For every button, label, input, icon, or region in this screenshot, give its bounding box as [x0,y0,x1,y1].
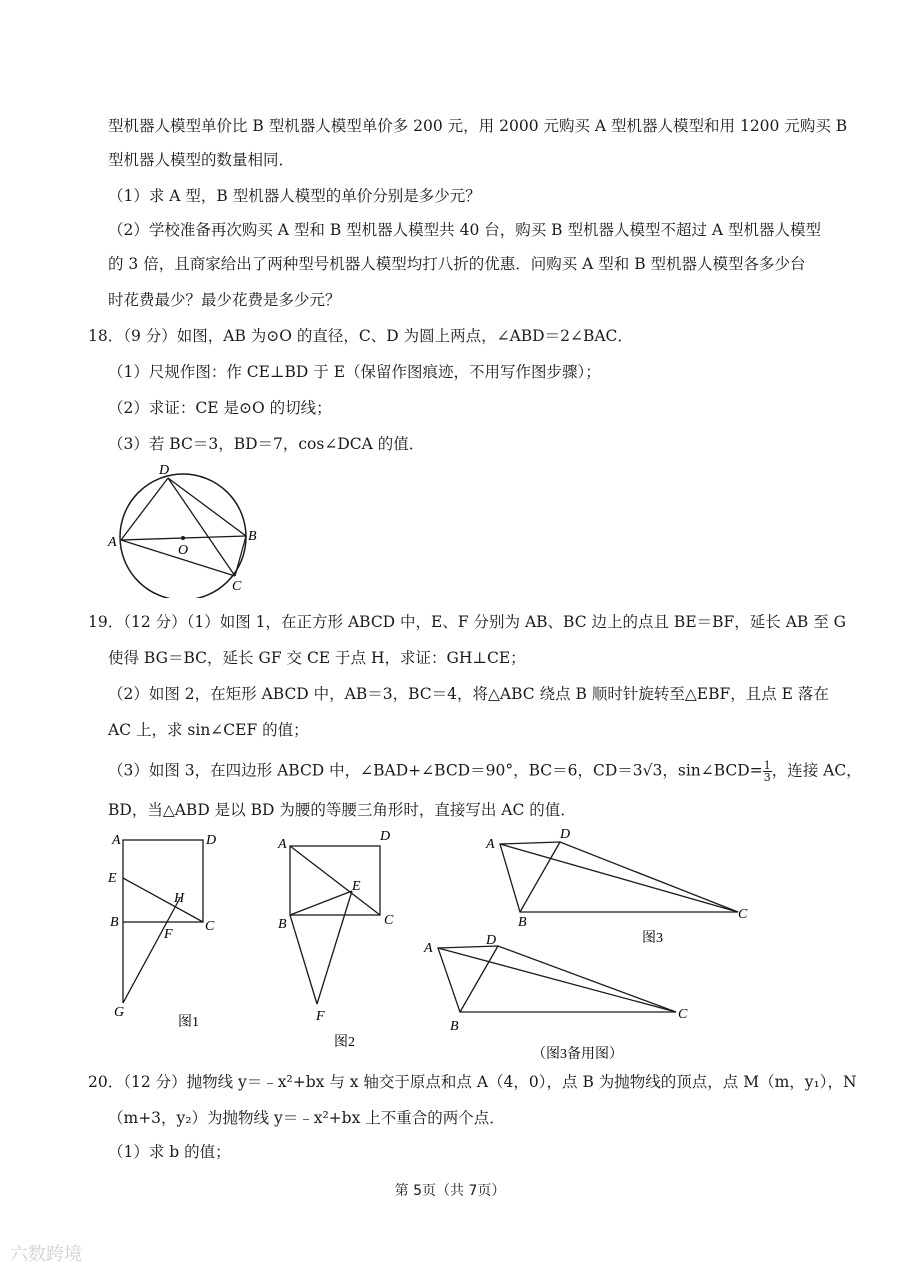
q17-part2-line1: （2）学校准备再次购买 A 型和 B 型机器人模型共 40 台，购买 B 型机器人模型不超过 A 型机器人模型 [108,221,822,239]
fig3-label-c: C [738,907,748,922]
fraction-numerator: 1 [763,759,771,772]
fig3-label-a: A [486,837,495,852]
fig2-label-e: E [352,879,361,894]
fig2-label-d: D [380,829,391,844]
q20-heading-line1: 20．（12 分）抛物线 y＝﹣x²+bx 与 x 轴交于原点和点 A（4，0），点 B 为抛物线的顶点，点 M（m，y₁），N [88,1073,857,1091]
q17-line2: 型机器人模型的数量相同． [108,151,295,169]
fig2-label-c: C [384,913,394,928]
fig1-label-c: C [205,919,215,934]
q17-line1: 型机器人模型单价比 B 型机器人模型单价多 200 元，用 2000 元购买 A 型机器人模型和用 1200 元购买 B [108,117,848,135]
fig18-label-b: B [248,529,257,544]
q18-circle-figure [100,458,270,598]
q19-part3-line2: BD，当△ABD 是以 BD 为腰的等腰三角形时，直接写出 AC 的值． [108,801,576,819]
fig1-label-h: H [174,891,185,906]
fig2-label-f: F [316,1009,325,1024]
page-footer: 第 5页（共 7页） [394,1183,506,1199]
q19-part2-line1: （2）如图 2，在矩形 ABCD 中，AB＝3，BC＝4，将△ABC 绕点 B 顺时针旋转至△EBF，且点 E 落在 [108,685,829,703]
fig1-label-e: E [108,871,117,886]
q19-fraction [763,760,772,783]
fig1-label-a: A [112,833,121,848]
q20-heading-line2: （m+3，y₂）为抛物线 y＝﹣x²+bx 上不重合的两个点． [108,1109,505,1127]
fig1-label-b: B [110,915,119,930]
fig1-label-f: F [164,927,173,942]
q19-heading-line2: 使得 BG＝BC，延长 GF 交 CE 于点 H，求证：GH⊥CE； [108,649,526,667]
q18-heading: 18．（9 分）如图，AB 为⊙O 的直径，C、D 为圆上两点，∠ABD＝2∠BAC． [88,327,633,345]
fig18-label-a: A [108,535,117,550]
fig3-label-b: B [518,915,527,930]
q19-part3-text-pre: （3）如图 3，在四边形 ABCD 中，∠BAD+∠BCD＝90°，BC＝6，CD＝3√3，sin∠BCD= [108,761,763,780]
fig3b-label-b: B [450,1019,459,1034]
q20-part1: （1）求 b 的值； [108,1143,231,1161]
fig1-label-g: G [114,1005,125,1020]
fig3b-label-c: C [678,1007,688,1022]
q19-part3-text-post: ，连接 AC， [771,761,862,780]
q19-heading-line1: 19．（12 分）（1）如图 1，在正方形 ABCD 中，E、F 分别为 AB、BC 边上的点且 BE＝BF，延长 AB 至 G [88,613,847,631]
watermark-logo: 六数跨境 [10,1244,82,1265]
fig18-label-c: C [232,579,242,594]
fig18-label-d: D [159,463,170,478]
q18-part1: （1）尺规作图：作 CE⊥BD 于 E（保留作图痕迹，不用写作图步骤）； [108,363,601,381]
q19-part2-line2: AC 上，求 sin∠CEF 的值； [108,721,309,739]
fig3b-label-a: A [424,941,433,956]
fig2-label-a: A [278,837,287,852]
fig3-caption: 图3 [642,931,663,946]
q18-part2: （2）求证：CE 是⊙O 的切线； [108,399,332,417]
q19-figure3-backup [420,934,700,1064]
fig2-label-b: B [278,917,287,932]
fig3-label-d: D [560,827,571,842]
fig3b-label-d: D [486,934,497,948]
fraction-denominator: 3 [763,771,771,784]
q19-figure2 [270,826,400,1056]
q19-figure1 [100,828,220,1033]
q17-part2-line2: 的 3 倍，且商家给出了两种型号机器人模型均打八折的优惠．问购买 A 型和 B 型机器人模型各多少台 [108,255,806,273]
fig2-caption: 图2 [334,1035,355,1050]
q18-part3: （3）若 BC＝3，BD＝7，cos∠DCA 的值． [108,435,425,453]
q17-part1: （1）求 A 型，B 型机器人模型的单价分别是多少元？ [108,187,481,205]
fig1-caption: 图1 [178,1015,199,1030]
q17-part2-line3: 时花费最少？最少花费是多少元？ [108,291,341,309]
fig3b-caption: （图3备用图） [532,1047,623,1062]
fig1-label-d: D [206,833,217,848]
q19-part3-line1 [108,760,862,783]
fig18-label-o: O [178,543,189,558]
